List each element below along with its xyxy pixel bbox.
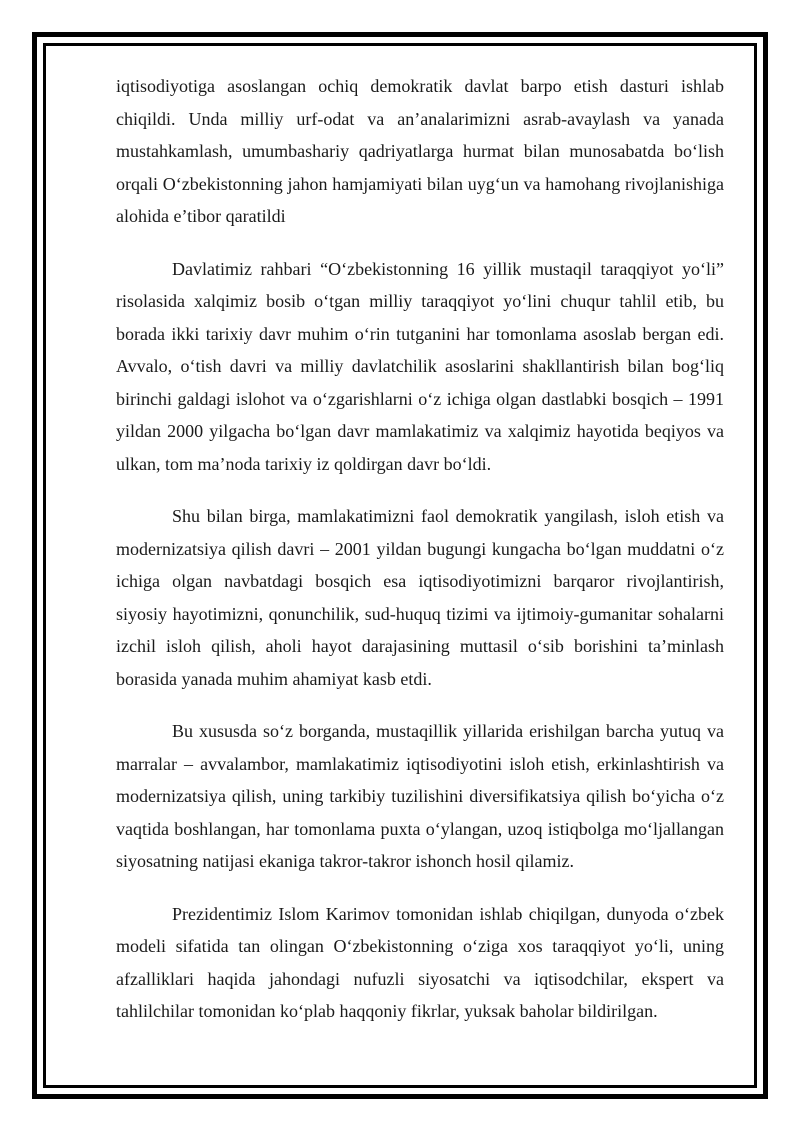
document-body [116, 70, 724, 1048]
paragraph-2: Davlatimiz rahbari “O‘zbekistonning 16 yillik mustaqil taraqqiyot yo‘li” risolasida xalqimiz bosib o‘tgan milliy taraqqiyot yo‘lini chuqur tahlil etib, bu borada ikki tarixiy davr muhim o‘rin tutganini har tomonlama asoslab bergan edi. Avvalo, o‘tish davri va milliy davlatchilik asoslarini shakllantirish bilan bog‘liq birinchi galdagi islohot va o‘zgarishlarni o‘z ichiga olgan dastlabki bosqich – 1991 yildan 2000 yilgacha bo‘lgan davr mamlakatimiz va xalqimiz hayotida beqiyos va ulkan, tom ma’noda tarixiy iz qoldirgan davr bo‘ldi. [116, 258, 724, 474]
paragraph-5: Prezidentimiz Islom Karimov tomonidan ishlab chiqilgan, dunyoda o‘zbek modeli sifatida tan olingan O‘zbekistonning o‘ziga xos taraqqiyot yo‘li, uning afzalliklari haqida jahondagi nufuzli siyosatchi va iqtisodchilar, ekspert va tahlilchilar tomonidan ko‘plab haqqoniy fikrlar, yuksak baholar bildirilgan. [116, 903, 724, 1021]
paragraph-1: iqtisodiyotiga asoslangan ochiq demokratik davlat barpo etish dasturi ishlab chiqildi. Unda milliy urf-odat va an’analarimizni asrab-avaylash va yanada mustahkamlash, umumbashariy qadriyatlarga hurmat bilan munosabatda bo‘lish orqali O‘zbekistonning jahon hamjamiyati bilan uyg‘un va hamohang rivojlanishiga alohida e’tibor qaratildi [116, 76, 724, 226]
paragraph-3: Shu bilan birga, mamlakatimizni faol demokratik yangilash, isloh etish va modernizatsiya qilish davri – 2001 yildan bugungi kungacha bo‘lgan muddatni o‘z ichiga olgan navbatdagi bosqich esa iqtisodiyotimizni barqaror rivojlantirish, siyosiy hayotimizni, qonunchilik, sud-huquq tizimi va ijtimoiy-gumanitar sohalarni izchil isloh qilish, aholi hayot darajasining muttasil o‘sib borishini ta’minlash borasida yanada muhim ahamiyat kasb etdi. [116, 506, 724, 689]
paragraph-4: Bu xususda so‘z borganda, mustaqillik yillarida erishilgan barcha yutuq va marralar – avvalambor, mamlakatimiz iqtisodiyotini isloh etish, erkinlashtirish va modernizatsiya qilish, uning tarkibiy tuzilishini diversifikatsiya qilish bo‘yicha o‘z vaqtida boshlangan, har tomonlama puxta o‘ylangan, uzoq istiqbolga mo‘ljallangan siyosatning natijasi ekaniga takror-takror ishonch hosil qilamiz. [116, 721, 724, 871]
